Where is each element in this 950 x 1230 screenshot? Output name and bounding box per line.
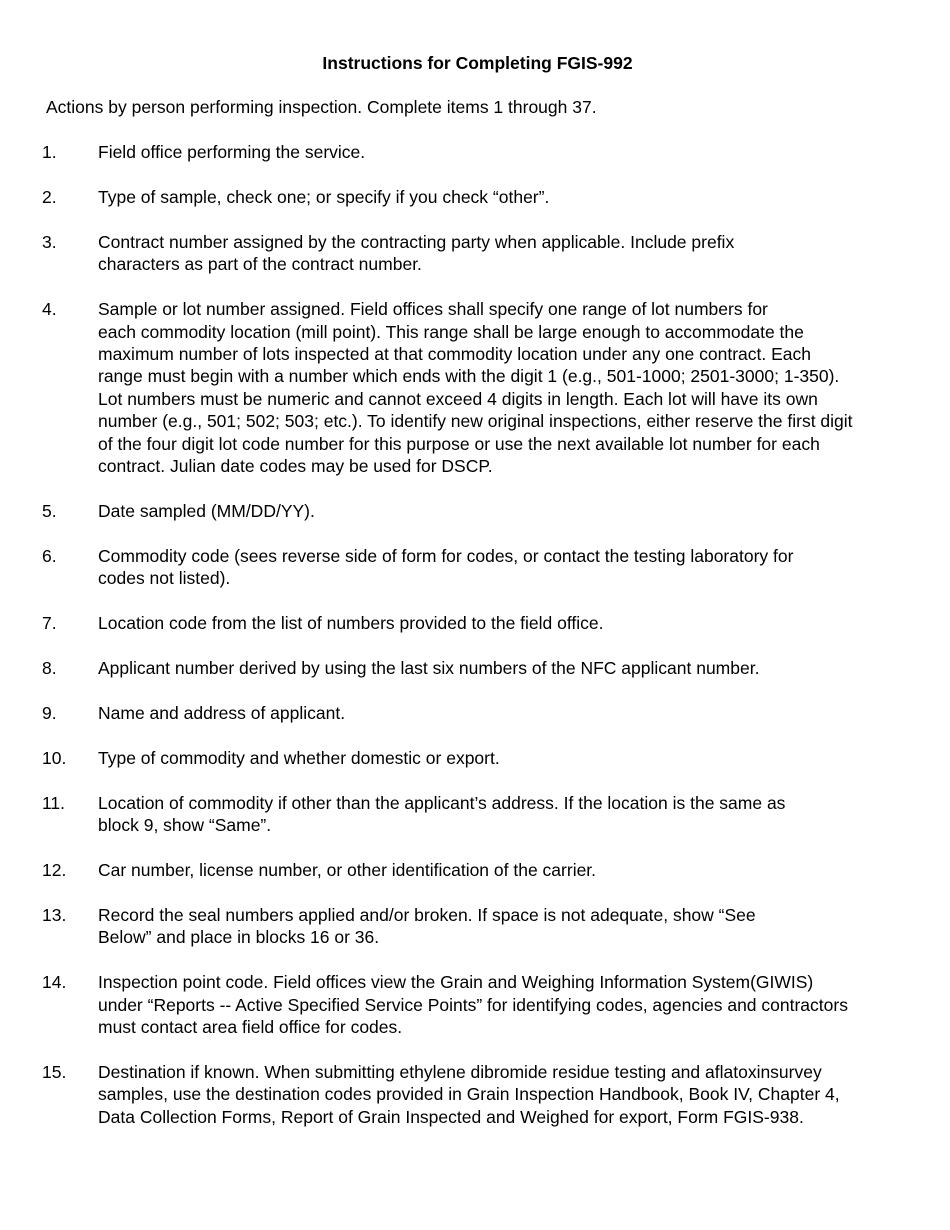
item-number: 8. (42, 658, 57, 678)
item-number: 11. (42, 792, 66, 813)
item-text (98, 298, 910, 477)
item-text (98, 186, 910, 208)
instruction-item (0, 747, 950, 769)
item-text (98, 702, 910, 724)
item-text-line: range must begin with a number which ends with the digit 1 (e.g., 501-1000; 2501-3000; 1-350). (98, 366, 840, 387)
instruction-item (0, 657, 950, 679)
item-text (98, 971, 910, 1038)
page-title: Instructions for Completing FGIS-992 (322, 53, 633, 73)
item-text (98, 792, 910, 837)
instruction-item (0, 859, 950, 881)
item-text (98, 859, 910, 881)
item-text-line: must contact area field office for codes. (98, 1017, 403, 1038)
instruction-item (0, 971, 950, 1038)
item-text-line: Name and address of applicant. (98, 702, 346, 723)
item-number: 14. (42, 972, 67, 993)
item-text-line: block 9, show “Same”. (98, 815, 272, 836)
item-text-line: Inspection point code. Field offices view the Grain and Weighing Information System(GIWIS) (98, 972, 814, 993)
item-text-line: Data Collection Forms, Report of Grain Inspected and Weighed for export, Form FGIS-938. (98, 1106, 804, 1127)
item-text-line: Type of commodity and whether domestic or export. (98, 747, 500, 768)
instruction-item (0, 141, 950, 163)
item-text-line: Destination if known. When submitting ethylene dibromide residue testing and aflatoxinsurvey (98, 1061, 822, 1082)
item-number: 4. (42, 299, 57, 320)
item-number: 15. (42, 1061, 67, 1082)
item-text-line: maximum number of lots inspected at that commodity location under any one contract. Each (98, 343, 811, 364)
instruction-item (0, 298, 950, 477)
item-text-line: Field office performing the service. (98, 142, 366, 162)
item-text-line: Location code from the list of numbers provided to the field office. (98, 613, 604, 634)
item-number: 2. (42, 186, 57, 207)
item-number: 3. (42, 231, 57, 252)
instruction-item (0, 612, 950, 634)
item-text-line: under “Reports -- Active Specified Service Points” for identifying codes, agencies and contractors (98, 994, 848, 1015)
item-text-line: of the four digit lot code number for this purpose or use the next available lot number for each (98, 433, 820, 454)
item-text (98, 231, 910, 276)
item-text-line: number (e.g., 501; 502; 503; etc.). To identify new original inspections, either reserve the first digit (98, 411, 853, 432)
item-text (98, 657, 910, 679)
item-number: 6. (42, 545, 57, 566)
instruction-item (0, 545, 950, 590)
item-text-line: Location of commodity if other than the applicant’s address. If the location is the same as (98, 792, 786, 813)
item-text-line: Applicant number derived by using the last six numbers of the NFC applicant number. (98, 658, 760, 678)
item-text-line: codes not listed). (98, 568, 231, 589)
item-text-line: Type of sample, check one; or specify if you check “other”. (98, 186, 550, 207)
item-text-line: Date sampled (MM/DD/YY). (98, 500, 315, 521)
item-text-line: Record the seal numbers applied and/or broken. If space is not adequate, show “See (98, 904, 756, 925)
item-text-line: each commodity location (mill point). This range shall be large enough to accommodate the (98, 321, 804, 342)
instruction-item (0, 792, 950, 837)
item-text-line: contract. Julian date codes may be used for DSCP. (98, 455, 493, 476)
item-text-line: samples, use the destination codes provided in Grain Inspection Handbook, Book IV, Chapter 4, (98, 1084, 840, 1105)
item-number: 9. (42, 702, 57, 723)
instruction-list (0, 141, 950, 1151)
item-text-line: Car number, license number, or other identification of the carrier. (98, 860, 597, 881)
instruction-item (0, 500, 950, 522)
instruction-item (0, 904, 950, 949)
item-text (98, 747, 910, 769)
item-text (98, 1061, 910, 1128)
item-text-line: Lot numbers must be numeric and cannot exceed 4 digits in length. Each lot will have its own (98, 388, 818, 409)
instruction-item (0, 1061, 950, 1128)
item-text-line: Below” and place in blocks 16 or 36. (98, 927, 380, 948)
item-number: 12. (42, 860, 67, 881)
item-text-line: Contract number assigned by the contracting party when applicable. Include prefix (98, 231, 735, 252)
item-text-line: Sample or lot number assigned. Field offices shall specify one range of lot numbers for (98, 299, 768, 320)
item-text (98, 141, 910, 163)
instruction-item (0, 231, 950, 276)
item-text (98, 904, 910, 949)
item-text-line: characters as part of the contract number. (98, 254, 422, 275)
item-text (98, 612, 910, 634)
item-text (98, 500, 910, 522)
item-number: 5. (42, 500, 57, 521)
instruction-item (0, 186, 950, 208)
item-number: 10. (42, 747, 67, 768)
item-text (98, 545, 910, 590)
intro-text: Actions by person performing inspection. Complete items 1 through 37. (46, 97, 597, 117)
item-number: 1. (42, 142, 57, 162)
item-number: 7. (42, 613, 57, 634)
item-number: 13. (42, 904, 67, 925)
item-text-line: Commodity code (sees reverse side of form for codes, or contact the testing laboratory for (98, 545, 794, 566)
instruction-item (0, 702, 950, 724)
